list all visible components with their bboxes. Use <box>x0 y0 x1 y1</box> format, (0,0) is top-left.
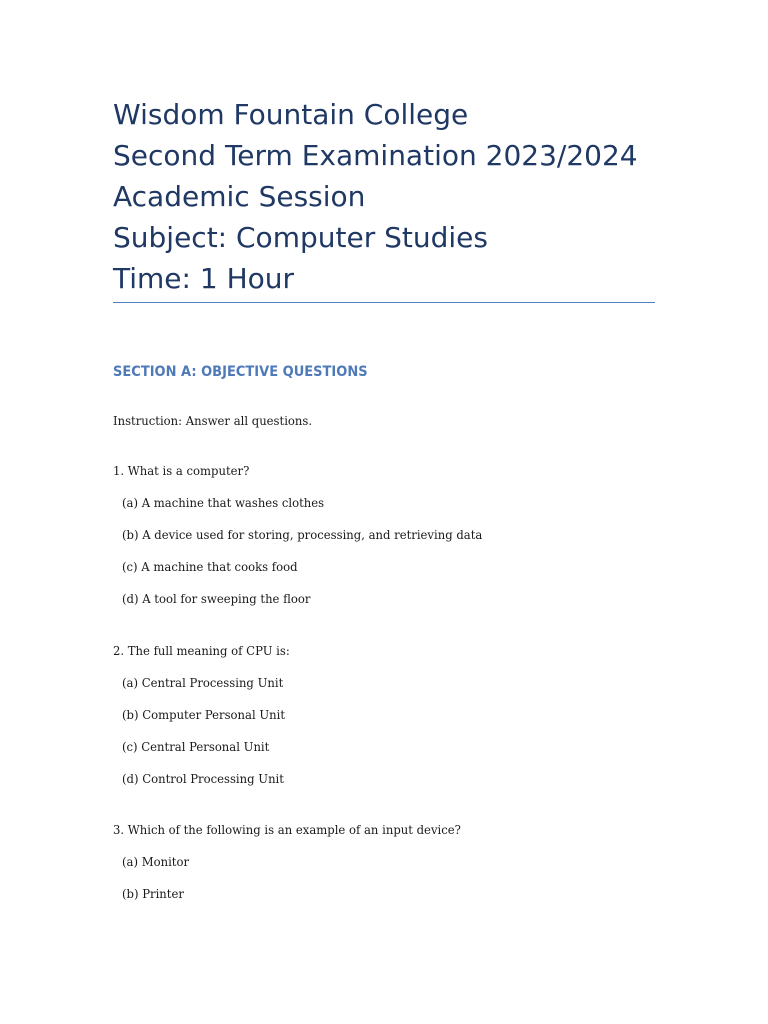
time-line: Time: 1 Hour <box>113 262 295 295</box>
question-2: 2. The full meaning of CPU is: <box>113 643 290 658</box>
question-2-option-c: (c) Central Personal Unit <box>122 739 270 754</box>
exam-title: Second Term Examination 2023/2024 <box>113 139 638 172</box>
instruction-text: Instruction: Answer all questions. <box>113 413 313 428</box>
question-3-option-a: (a) Monitor <box>122 854 190 869</box>
question-1-option-a: (a) A machine that washes clothes <box>122 495 325 510</box>
title-underline <box>113 302 655 303</box>
section-heading: SECTION A: OBJECTIVE QUESTIONS <box>113 364 368 380</box>
question-3: 3. Which of the following is an example of an input device? <box>113 822 461 837</box>
question-1-option-d: (d) A tool for sweeping the floor <box>122 591 311 606</box>
college-name: Wisdom Fountain College <box>113 98 469 131</box>
academic-session: Academic Session <box>113 180 366 213</box>
question-1-option-c: (c) A machine that cooks food <box>122 559 298 574</box>
question-2-option-a: (a) Central Processing Unit <box>122 675 284 690</box>
question-3-option-b: (b) Printer <box>122 886 184 901</box>
subject-line: Subject: Computer Studies <box>113 221 488 254</box>
question-2-option-b: (b) Computer Personal Unit <box>122 707 286 722</box>
question-1-option-b: (b) A device used for storing, processing, and retrieving data <box>122 527 483 542</box>
question-1: 1. What is a computer? <box>113 463 250 478</box>
question-2-option-d: (d) Control Processing Unit <box>122 771 284 786</box>
document-title-block <box>113 94 673 299</box>
